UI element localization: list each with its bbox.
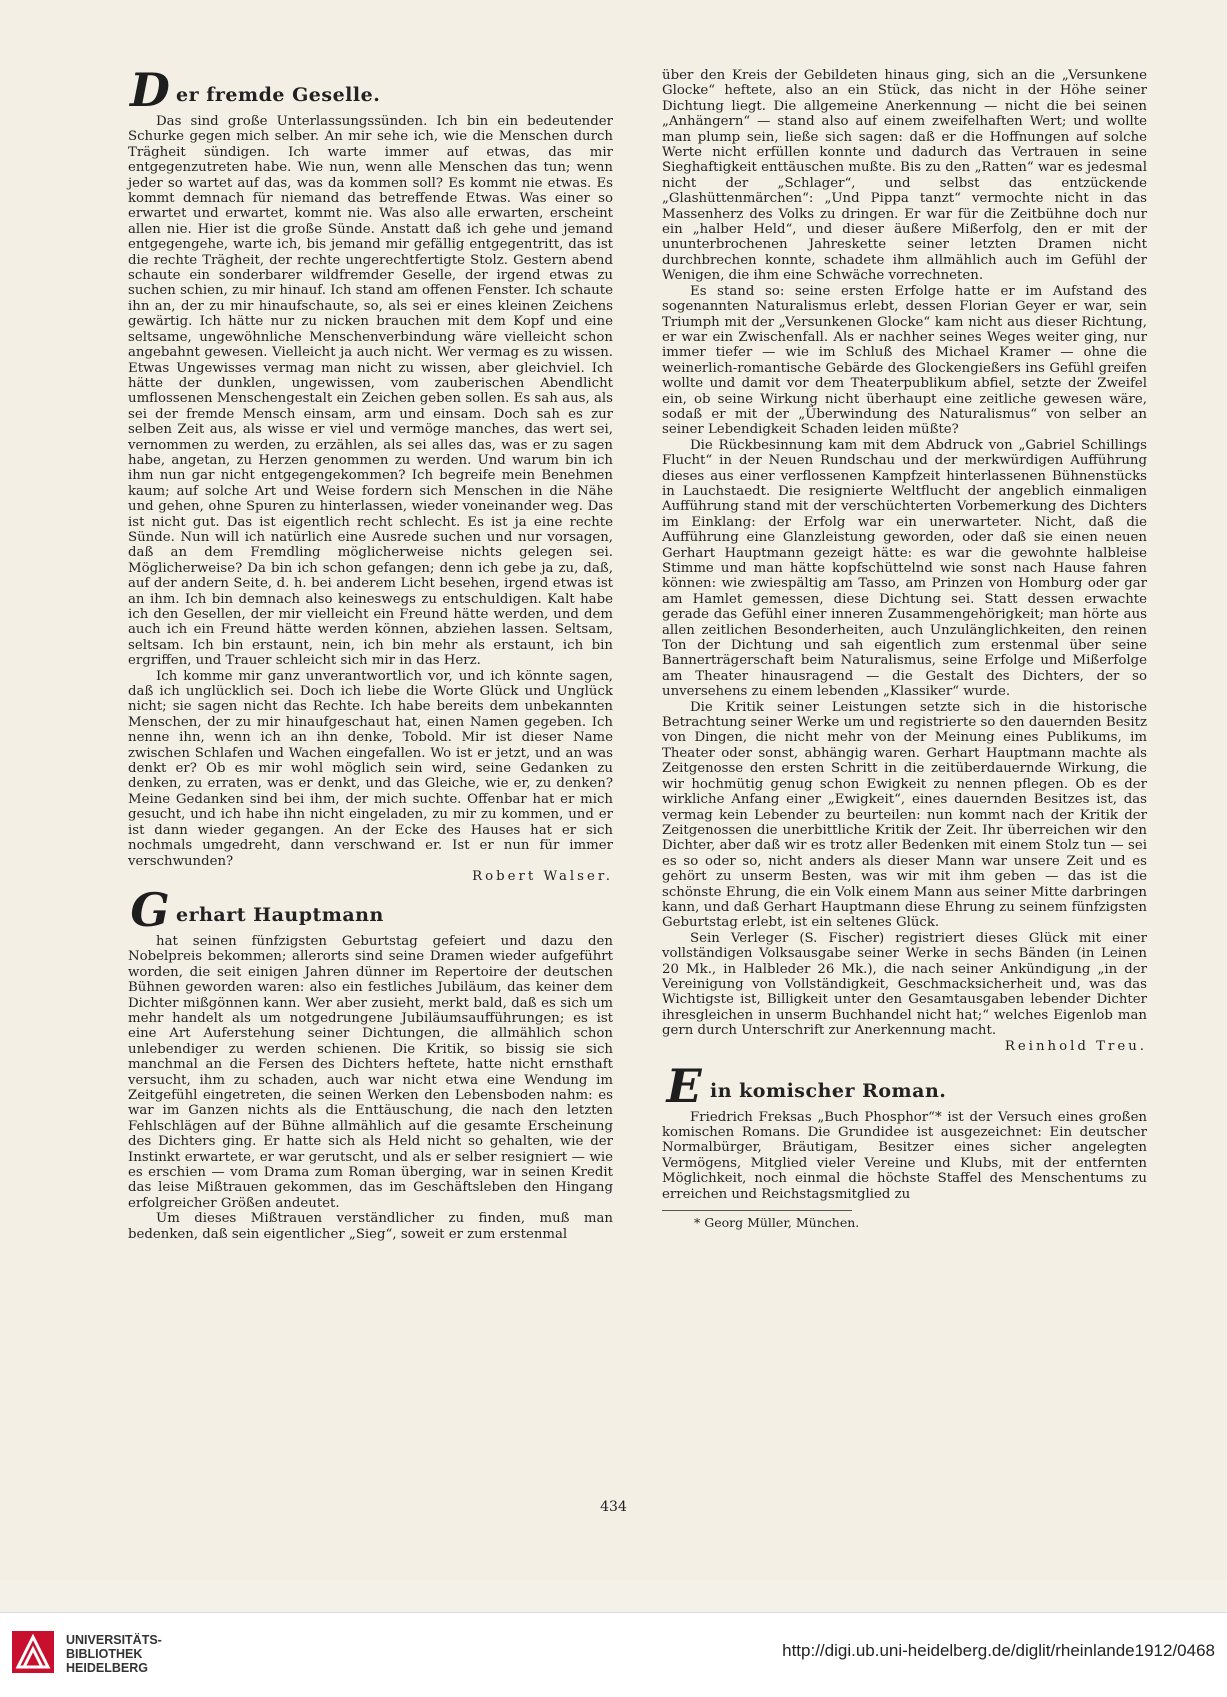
footnote-divider (662, 1210, 852, 1211)
library-name-line: HEIDELBERG (66, 1661, 148, 1675)
paragraph: Es stand so: seine ersten Erfolge hatte er im Aufstand des sogenannten Naturalismus erlebt, dessen Florian Geyer er war, sein Triumph mit der „Versunkenen Glocke“ kam nicht aus dieser Richtung, er war ein Zwischenfall. Als er nachher seines Weges weiter ging, nur immer tiefer — wie im Schluß des Michael Kramer — ohne die weinerlich-romantische Gebärde des Glockengießers ins Gefühl greifen wollte und damit vor dem Theaterpublikum abfiel, setzte der Zweifel ein, ob seine Wirkung nicht überhaupt eine zeitliche gewesen wäre, sodaß er mit der „Überwindung des Naturalismus“ von selber an seiner Lebendigkeit Schaden leiden müßte? (662, 283, 1147, 438)
paragraph: Das sind große Unterlassungssünden. Ich bin ein bedeutender Schurke gegen mich selber. An mir sehe ich, wie die Menschen durch Trägheit sündigen. Ich warte immer auf etwas, das mir entgegenzutreten habe. Wie nun, wenn alle Menschen das tun; wenn jeder so wartet auf das, was da kommen soll? Es kommt nie etwas. Es kommt demnach für niemand das betreffende Etwas. Was einer so erwartet und erwartet, kommt nie. Was also alle erwarten, erscheint allen nie. Hier ist die große Sünde. Anstatt daß ich gehe und jemand entgegengehe, warte ich, bis jemand mir gefällig entgegentritt, das ist die rechte Trägheit, der rechte ungerechtfertigte Stolz. Gestern abend schaute ein sonderbarer wildfremder Geselle, der irgend etwas zu suchen schien, zu mir hinauf. Ich stand am offenen Fenster. Ich schaute ihn an, der zu mir hinaufschaute, so, als sei er eines kleinen Zeichens gewärtig. Ich hätte nur zu nicken brauchen mit dem Kopf und eine seltsame, ungewöhnliche Menschenverbindung wäre vielleicht schon angebahnt gewesen. Vielleicht ja auch nicht. Wer vermag es zu wissen. Etwas Ungewisses vermag man nicht zu wissen, aber gleichviel. Ich hätte der dunklen, ungewissen, vom zauberischen Abendlicht umflossenen Menschengestalt ein Zeichen geben sollen. Es sah aus, als sei der fremde Mensch einsam, arm und einsam. Doch sah es zur selben Zeit aus, als wisse er viel und vermöge manches, das wert sei, vernommen zu werden, zu erzählen, als sei alles das, was er zu sagen habe, angetan, zu Herzen genommen zu werden. Und warum bin ich ihm nun gar nicht entgegengekommen? Ich begreife mein Benehmen kaum; auf solche Art und Weise fordern sich Menschen in die Nähe und gehen, ohne Spuren zu hinterlassen, wieder voneinander weg. Das ist nicht gut. Das ist eigentlich recht schlecht. Es ist ja eine rechte Sünde. Nun will ich natürlich eine Ausrede suchen und nur vorsagen, daß an dem Fremdling möglicherweise nichts gelegen sei. Möglicherweise? Da bin ich schon gefangen; denn ich gebe ja zu, daß, auf der andern Seite, d. h. bei anderem Licht besehen, irgend etwas ist an ihm. Ich bin demnach also keineswegs zu entschuldigen. Kalt habe ich den Gesellen, der mir vielleicht ein Freund hätte werden, und dem auch ich ein Freund hätte werden können, abziehen lassen. Seltsam, seltsam. Ich bin erstaunt, nein, ich bin mehr als erstaunt, ich bin ergriffen, und Trauer schleicht sich mir in das Herz. (128, 114, 613, 669)
section-heading-komischer-roman (662, 1058, 1147, 1113)
dropcap: E (666, 1058, 702, 1113)
library-name-line: UNIVERSITÄTS- (66, 1633, 162, 1647)
paragraph: Die Kritik seiner Leistungen setzte sich in die historische Betrachtung seiner Werke um und registrierte so den dauernden Besitz von Dingen, die nicht mehr von der Meinung eines Publikums, im Theater oder sonst, abhängig waren. Gerhart Hauptmann machte als Zeitgenosse den ersten Schritt in die zeitüberdauernde Wirkung, die wir hochmütig genug schon Ewigkeit zu nennen pflegen. Ob es der wirkliche Anfang einer „Ewigkeit“, eines dauernden Besitzes ist, das vermag kein Lebender zu beurteilen: nun kommt nach der Kritik der Zeitgenossen die unerbittliche Kritik der Zeit. Ihr überreichen wir den Dichter, aber daß wir es trotz aller Bedenken mit einem Stolz tun — sei es so oder so, nicht anders als dieser Mann war unsere Zeit und es gehört zu unserm Besten, was wir mit ihm geben — das ist die schönste Ehrung, die ein Volk einem Mann aus seiner Mitte darbringen kann, und daß Gerhart Hauptmann diese Ehrung zu seinem fünfzigsten Geburtstag erlebt, ist ein seltenes Glück. (662, 699, 1147, 931)
dropcap: D (130, 63, 170, 117)
section-title: er fremde Geselle. (176, 84, 381, 106)
left-column (128, 63, 613, 1242)
right-column (662, 68, 1147, 1230)
paragraph: Friedrich Freksas „Buch Phosphor“* ist der Versuch eines großen komischen Romans. Die Grundidee ist ausgezeichnet: Ein deutscher Normalbürger, Bräutigam, Besitzer eines sicher angelegten Vermögens, Mitglied vieler Vereine und Klubs, mit der entfernten Möglichkeit, noch einmal die höchste Staffel des Menschentums zu erreichen und Reichstagsmitglied zu (662, 1109, 1147, 1202)
library-logo-icon (12, 1631, 54, 1673)
footnote: * Georg Müller, München. (694, 1215, 860, 1231)
paragraph: Um dieses Mißtrauen verständlicher zu finden, muß man bedenken, daß sein eigentlicher „Sieg“, soweit er zum erstenmal (128, 1211, 613, 1242)
library-name-line: BIBLIOTHEK (66, 1647, 143, 1661)
paragraph: Die Rückbesinnung kam mit dem Abdruck von „Gabriel Schillings Flucht“ in der Neuen Rundschau und der merkwürdigen Aufführung dieses aus einer verflossenen Kampfzeit hinterlassenen Bühnenstücks in Lauchstaedt. Die resignierte Weltflucht der angeblich einmaligen Aufführung stand mit der verschüchterten Vorbemerkung des Dichters im Einklang: der Erfolg war ein unerwarteter. Nicht, daß die Aufführung eine Glanzleistung geworden, oder daß sie einen neuen Gerhart Hauptmann gezeigt hätte: es war die gewohnte halbleise Stimme und man hätte kopfschüttelnd wie sonst nach Hause fahren können: wie zwiespältig am Tasso, am Prinzen von Homburg oder gar am Hamlet gemessen, diese Dichtung sei. Statt dessen erwachte gerade das Gefühl einer inneren Zusammengehörigkeit; man hörte aus allen zeitlichen Besonderheiten, auch Unzulänglichkeiten, den reinen Ton der Dichtung und sah eigentlich zum erstenmal über seine Bannerträgerschaft beim Naturalismus, seine Erfolge und Mißerfolge am Theater hinausragend — die Gestalt des Dichters, der so unversehens zu einem lebenden „Klassiker“ wurde. (662, 437, 1147, 700)
section-title: erhart Hauptmann (176, 903, 384, 926)
paragraph: über den Kreis der Gebildeten hinaus ging, sich an die „Versunkene Glocke“ heftete, also an ein Stück, das nicht in der Höhe seiner Dichtung liegt. Die allgemeine Anerkennung — nicht die bei seinen „Anhängern“ — stand also auf einem zweifelhaften Wert; und wollte man plump sein, ließe sich sagen: daß er die Hoffnungen auf solche Werte nicht erfüllen konnte und dadurch das Vertrauen in seine Sieghaftigkeit enttäuschen mußte. Bis zu den „Ratten“ war es jedesmal nicht der „Schlager“, und selbst das entzückende „Glashüttenmärchen“: „Und Pippa tanzt“ vermochte nicht in das Massenherz des Volks zu dringen. Er war für die Zeitbühne doch nur ein „halber Held“, und dieser äußere Mißerfolg, den er mit der ununterbrochenen Jahreskette seiner letzten Dramen nicht durchbrechen konnte, schadete ihm allmählich auch im Gefühl der Wenigen, die ihm eine Schwäche vorrechneten. (662, 68, 1147, 284)
author-signature: Reinhold Treu. (1004, 1038, 1147, 1054)
source-url-link[interactable]: http://digi.ub.uni-heidelberg.de/diglit/rheinlande1912/0468 (782, 1641, 1215, 1660)
section-title: in komischer Roman. (710, 1079, 947, 1102)
library-name (66, 1633, 226, 1675)
page-number: 434 (600, 1499, 627, 1515)
author-signature: Robert Walser. (472, 868, 613, 884)
section-heading-hauptmann (128, 882, 613, 937)
paragraph: Sein Verleger (S. Fischer) registriert dieses Glück mit einer vollständigen Volksausgabe seiner Werke in sechs Bänden (in Leinen 20 Mk., in Halbleder 26 Mk.), die nach seiner Ankündigung „in der Vereinigung von Vollständigkeit, Geschmacksicherheit und, was das Wichtigste ist, Billigkeit unter den Gesamtausgaben lebender Dichter ihresgleichen in unserm Buchhandel nicht hat;“ welches Eigenlob man gern durch Unterschrift zur Anerkennung macht. (662, 930, 1147, 1039)
dropcap: G (130, 882, 170, 937)
paragraph: hat seinen fünfzigsten Geburtstag gefeiert und dazu den Nobelpreis bekommen; allerorts sind seine Dramen wieder aufgeführt worden, die seit einigen Jahren dünner im Repertoire der deutschen Bühnen geworden waren: also ein festliches Jubiläum, das keiner dem Dichter mißgönnen kann. Wer aber zusieht, merkt bald, daß es sich um mehr handelt als um notgedrungene Jubiläumsaufführungen; es ist eine Art Auferstehung seiner Dichtungen, die allmählich schon unlebendiger zu werden schienen. Die Kritik, so bissig sie sich manchmal an die Fersen des Dichters heftete, hatte nicht ernsthaft versucht, ihm zu schaden, auch war nicht etwa eine Wendung im Zeitgefühl eingetreten, die seinen Werken den Lebensboden nahm: es war im Ganzen nichts als die Enttäuschung, die nach den letzten Fehlschlägen auf der Bühne allmählich auf die gesamte Erscheinung des Dichters ging. Er hatte sich als Held nicht so gehalten, wie der Instinkt erwartete, er war gerutscht, und als er selber resigniert — wie es erschien — vom Drama zum Roman überging, war in seinen Kredit das leise Mißtrauen gekommen, das im Geschäftsleben den Hingang erfolgreicher Größen andeutet. (128, 933, 613, 1211)
paragraph: Ich komme mir ganz unverantwortlich vor, und ich könnte sagen, daß ich unglücklich sei. Doch ich liebe die Worte Glück und Unglück nicht; sie sagen nicht das Rechte. Ich habe bereits dem unbekannten Menschen, der zu mir hinaufgeschaut hat, einen Namen gegeben. Ich nenne ihn, wenn ich an ihn denke, Tobold. Mir ist dieser Name zwischen Schlafen und Wachen eingefallen. Wo ist er jetzt, und an was denkt er? Ob es mir wohl möglich sein wird, seine Gedanken zu denken, zu erraten, was er denkt, und das Gleiche, wie er, zu denken? Meine Gedanken sind bei ihm, der mich suchte. Offenbar hat er mich gesucht, und ich habe ihn nicht eingeladen, zu mir zu kommen, und er ist dann wieder gegangen. An der Ecke des Hauses hat er sich nochmals umgedreht, dann verschwand er. Ist er nun für immer verschwunden? (128, 668, 613, 869)
library-footer (0, 1612, 1227, 1697)
section-heading-fremde-geselle (128, 63, 613, 117)
